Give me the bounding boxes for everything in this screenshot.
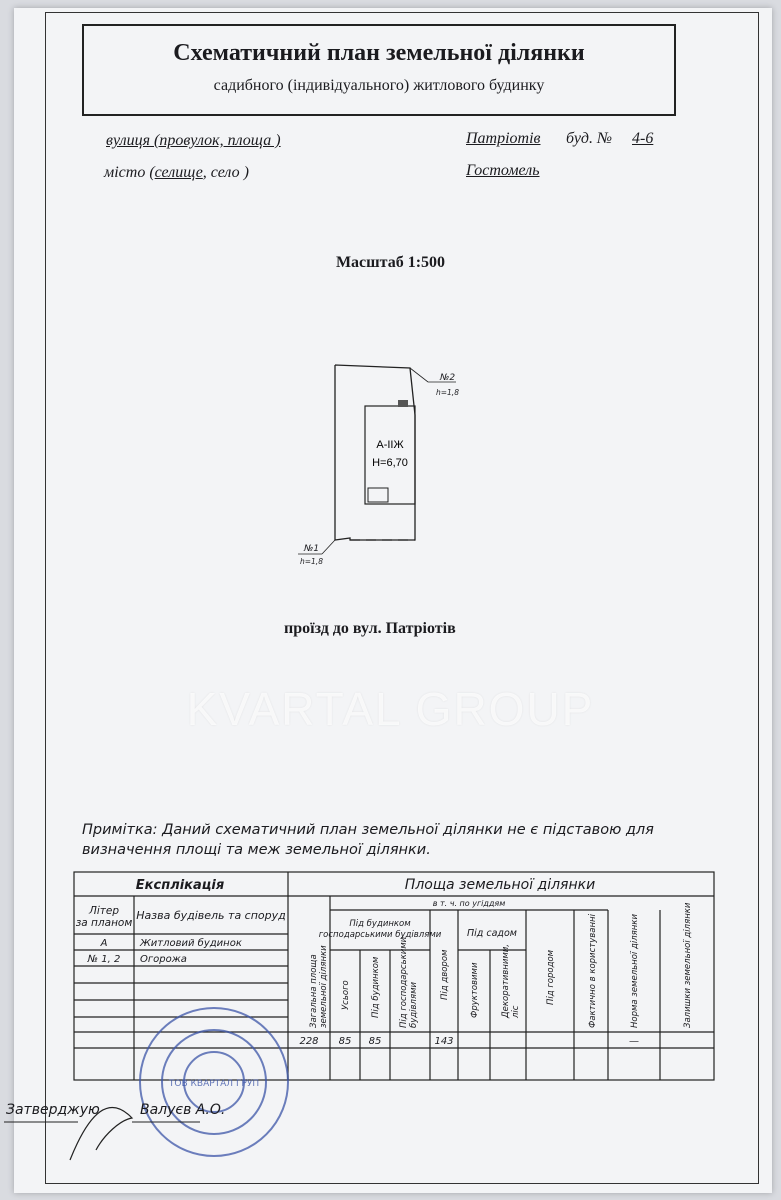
val-norm: — [629, 1036, 639, 1047]
total-sub-header: Усього [341, 980, 351, 1010]
city-label: місто (селище, село ) [104, 164, 249, 181]
total-header: Загальна площаземельної ділянки [309, 945, 329, 1028]
street-label: вулиця (провулок, площа ) [106, 132, 281, 149]
city-selected: селище [154, 164, 203, 181]
watermark: KVARTAL GROUP [186, 683, 595, 735]
building-code: А-IIЖ [376, 439, 404, 451]
house-label: буд. № [566, 130, 613, 147]
under-buildings-group: Під будинком господарськими будівлями [318, 919, 442, 940]
road-label: проїзд до вул. Патріотів [284, 620, 456, 637]
val-total: 228 [299, 1036, 319, 1047]
col-name-header: Назва будівель та споруд [136, 909, 286, 922]
scale-label: Масштаб 1:500 [335, 254, 446, 271]
vegetable-header: Під городом [546, 949, 556, 1005]
surplus-header: Залишки земельної ділянки [683, 902, 693, 1028]
area-title: Площа земельної ділянки [404, 877, 596, 893]
stamp-text: ТОВ КВАРТАЛ ГРУП [168, 1079, 260, 1089]
decorative-header: Декоративними,ліс [501, 943, 521, 1018]
row1-letter: А [100, 938, 108, 949]
fence2-number: №2 [440, 373, 456, 383]
yard-header: Під двором [440, 949, 450, 1000]
garden-group: Під садом [467, 928, 517, 939]
explication-title: Експлікація [135, 878, 225, 893]
street-value: Патріотів [466, 130, 541, 147]
val-yard: 143 [434, 1036, 454, 1047]
incl-header: в т. ч. по угіддям [432, 899, 506, 908]
document-title: Схематичний план земельної ділянки [173, 40, 585, 66]
building-height: Н=6,70 [372, 457, 408, 469]
signer-name: Валуєв А.О. [140, 1102, 226, 1118]
norm-header: Норма земельної ділянки [630, 914, 640, 1028]
row2-letter: № 1, 2 [87, 954, 121, 965]
house-value: 4-6 [632, 130, 654, 147]
row1-name: Житловий будинок [140, 938, 242, 949]
col-letter-header: Літер за планом [75, 905, 133, 929]
val-house: 85 [368, 1036, 382, 1047]
city-value: Гостомель [466, 162, 540, 179]
fence1-number: №1 [304, 544, 320, 554]
fence1-height: h=1,8 [300, 557, 323, 566]
fence2-height: h=1,8 [436, 388, 459, 397]
under-outbuildings-header: Під господарськимибудівлями [399, 936, 419, 1028]
city-suffix: , село ) [202, 164, 249, 181]
under-house-header: Під будинком [371, 956, 381, 1018]
row2-name: Огорожа [140, 954, 187, 965]
actual-use-header: Фактично в користуванні [588, 914, 598, 1028]
document-subtitle: садибного (індивідуального) житлового будинку [213, 77, 545, 94]
note-text: Примітка: Даний схематичний план земельної ділянки не є підставою для визначення площі та меж земельної ділянки. [82, 822, 654, 858]
val-sum: 85 [338, 1036, 352, 1047]
fruit-header: Фруктовими [470, 962, 480, 1018]
approve-label: Затверджую [6, 1102, 100, 1118]
